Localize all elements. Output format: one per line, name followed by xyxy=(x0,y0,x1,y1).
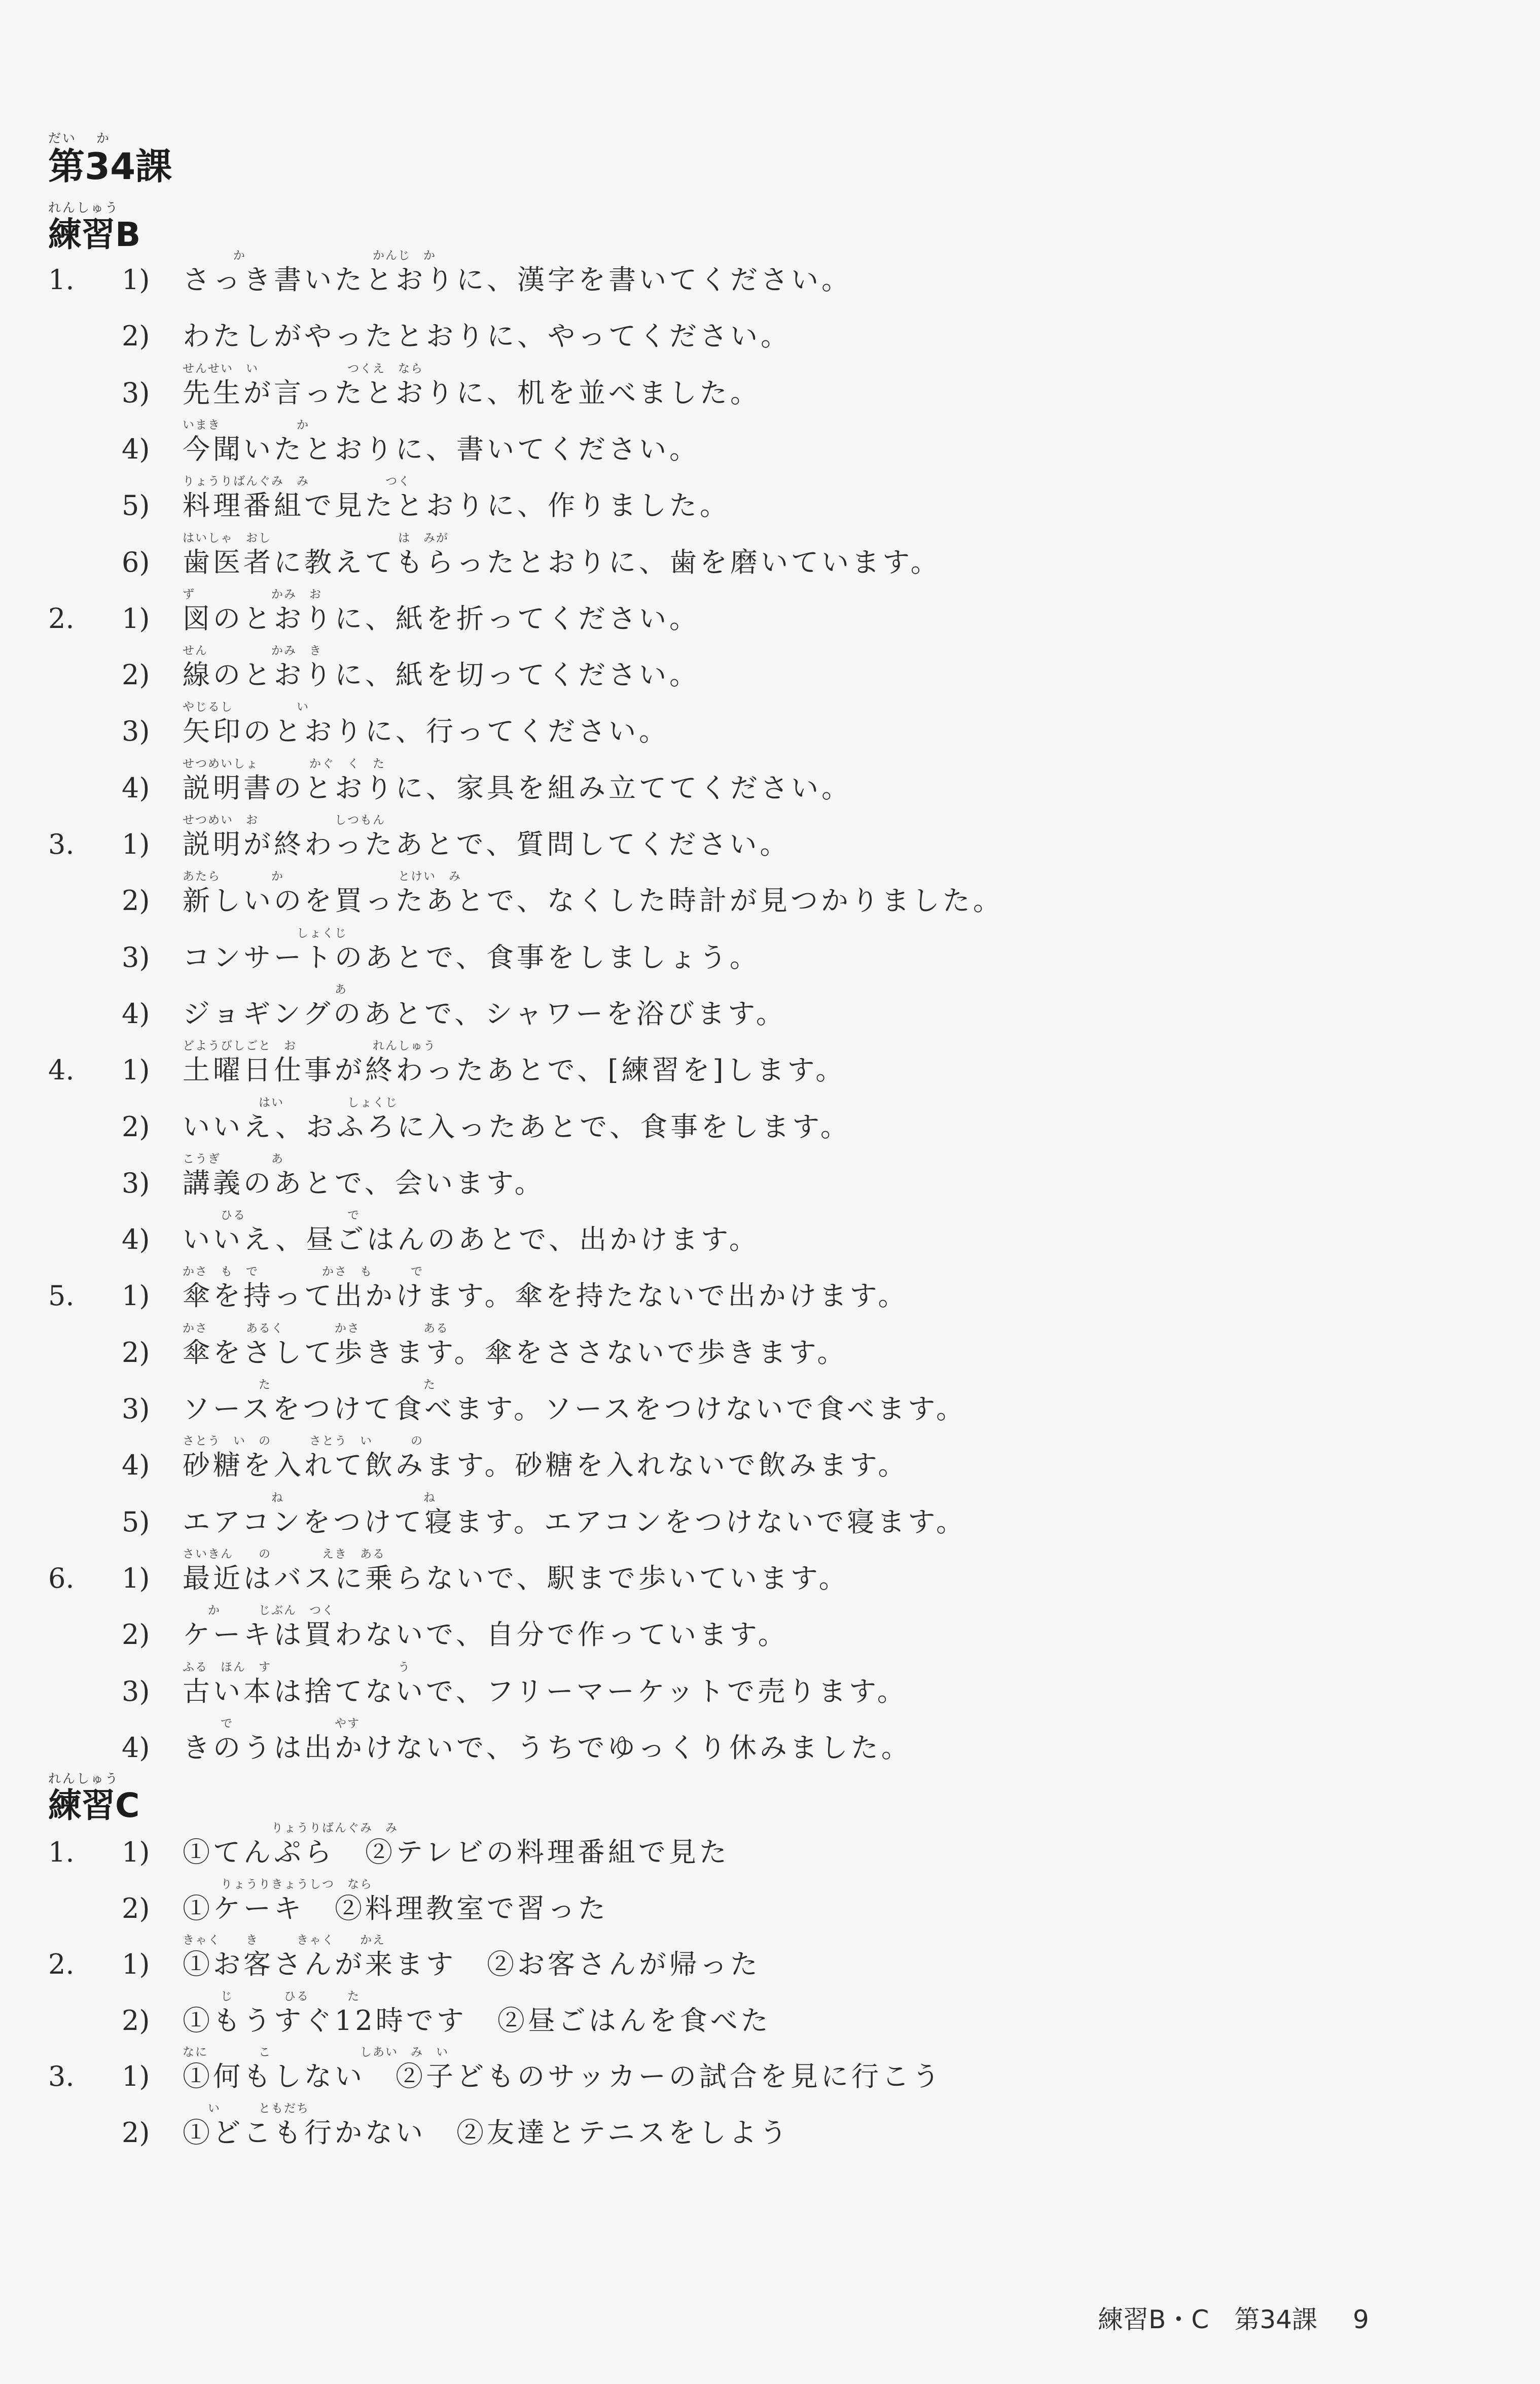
furigana: きゃく き きゃく かえ xyxy=(183,1934,385,1947)
exercise-number: 1. xyxy=(48,264,75,296)
exercise-number: 3. xyxy=(48,828,75,860)
furigana: いまき か xyxy=(183,418,309,432)
page-number: 9 xyxy=(1352,2305,1369,2334)
furigana: はい しょくじ xyxy=(183,1096,398,1109)
sub-item-number: 2) xyxy=(122,1892,150,1924)
exercise-sentence: 図のとおりに、紙を折ってください。 xyxy=(183,602,700,635)
exercise-sentence: 土曜日仕事が終わったあとで、[練習を]します。 xyxy=(183,1054,846,1086)
section-heading-ruby: れんしゅう xyxy=(48,1771,120,1786)
furigana: やじるし い xyxy=(183,700,309,714)
furigana: か かんじ か xyxy=(183,249,436,262)
exercise-sentence: エアコンをつけて寝ます。エアコンをつけないで寝ます。 xyxy=(183,1505,966,1538)
exercise-number: 4. xyxy=(48,1054,75,1086)
page-footer xyxy=(1098,2299,1369,2336)
lesson-title: 第34課 xyxy=(48,145,172,188)
exercise-sentence: ①てんぷら ②テレビの料理番組で見た xyxy=(183,1836,730,1868)
section-title: 練習B xyxy=(48,215,141,254)
sub-item-number: 2) xyxy=(122,1336,150,1369)
exercise-sentence: 傘をさして歩きます。傘をささないで歩きます。 xyxy=(183,1336,848,1369)
exercise-sentence: ソースをつけて食べます。ソースをつけないで食べます。 xyxy=(183,1393,966,1425)
sub-item-number: 5) xyxy=(122,489,150,522)
sub-item-number: 4) xyxy=(122,433,150,465)
furigana: りょうりきょうしつ なら xyxy=(183,1877,373,1891)
sub-item-number: 3) xyxy=(122,715,150,748)
section-title: 練習C xyxy=(48,1786,140,1825)
exercise-sentence: ケーキは買わないで、自分で作っています。 xyxy=(183,1619,789,1651)
exercise-sentence: 先生が言ったとおりに、机を並べました。 xyxy=(183,376,761,409)
lesson-heading-ruby: だい か xyxy=(48,131,111,146)
sub-item-number: 1) xyxy=(122,602,150,635)
furigana: せんせい い つくえ なら xyxy=(183,362,423,375)
exercise-sentence: いいえ、おふろに入ったあとで、食事をします。 xyxy=(183,1110,851,1143)
exercise-sentence: 古い本は捨てないで、フリーマーケットで売ります。 xyxy=(183,1675,908,1707)
furigana: あ xyxy=(183,983,347,996)
sub-item-number: 3) xyxy=(122,1167,150,1199)
exercise-sentence: 講義のあとで、会います。 xyxy=(183,1167,545,1199)
exercise-number: 6. xyxy=(48,1562,75,1594)
sub-item-number: 6) xyxy=(122,546,150,578)
exercise-sentence: 線のとおりに、紙を切ってください。 xyxy=(183,659,700,691)
exercise-sentence: 料理番組で見たとおりに、作りました。 xyxy=(183,489,730,522)
sub-item-number: 1) xyxy=(122,264,150,296)
exercise-sentence: 説明が終わったあとで、質問してください。 xyxy=(183,828,791,860)
exercise-sentence: ①お客さんが来ます ②お客さんが帰った xyxy=(183,1948,761,1980)
furigana: か じぶん つく xyxy=(183,1604,335,1618)
furigana: りょうりばんぐみ み つく xyxy=(183,475,411,488)
furigana: こうぎ あ xyxy=(183,1152,284,1166)
section-heading-ruby: れんしゅう xyxy=(48,200,120,215)
exercise-sentence: 傘を持って出かけます。傘を持たないで出かけます。 xyxy=(183,1280,909,1312)
exercise-sentence: きのうは出かけないで、うちでゆっくり休みました。 xyxy=(183,1731,912,1764)
sub-item-number: 1) xyxy=(122,2060,150,2092)
furigana: りょうりばんぐみ み xyxy=(183,1821,398,1835)
exercise-sentence: コンサートのあとで、食事をしましょう。 xyxy=(183,941,760,973)
exercise-sentence: さっき書いたとおりに、漢字を書いてください。 xyxy=(183,264,852,296)
sub-item-number: 3) xyxy=(122,1393,150,1425)
exercise-sentence: 砂糖を入れて飲みます。砂糖を入れないで飲みます。 xyxy=(183,1449,909,1482)
sub-item-number: 3) xyxy=(122,1675,150,1707)
exercise-number: 2. xyxy=(48,1948,75,1980)
exercise-sentence: わたしがやったとおりに、やってください。 xyxy=(183,320,791,353)
sub-item-number: 2) xyxy=(122,320,150,353)
exercise-sentence: 矢印のとおりに、行ってください。 xyxy=(183,715,669,748)
furigana: なに こ しあい み い xyxy=(183,2046,449,2059)
sub-item-number: 4) xyxy=(122,772,150,804)
exercise-number: 3. xyxy=(48,2060,75,2092)
sub-item-number: 5) xyxy=(122,1505,150,1538)
lesson-heading xyxy=(48,131,172,187)
furigana: さとう い の さとう い の xyxy=(183,1434,423,1448)
furigana: た た xyxy=(183,1378,436,1391)
sub-item-number: 2) xyxy=(122,2004,150,2037)
section-heading-c xyxy=(48,1771,139,1825)
sub-item-number: 3) xyxy=(122,376,150,409)
exercise-sentence: ジョギングのあとで、シャワーを浴びます。 xyxy=(183,997,786,1030)
sub-item-number: 2) xyxy=(122,1619,150,1651)
furigana: ね ね xyxy=(183,1491,436,1504)
sub-item-number: 1) xyxy=(122,1562,150,1594)
furigana: ひる で xyxy=(183,1209,360,1222)
exercise-number: 5. xyxy=(48,1280,75,1312)
furigana: じ ひる た xyxy=(183,1989,360,2003)
sub-item-number: 1) xyxy=(122,1836,150,1868)
section-heading-b xyxy=(48,200,140,254)
furigana: かさ あるく かさ ある xyxy=(183,1321,449,1335)
exercise-sentence: ①どこも行かない ②友達とテニスをしよう xyxy=(183,2116,790,2149)
furigana: はいしゃ おし は みが xyxy=(183,531,449,545)
furigana: い ともだち xyxy=(183,2101,309,2115)
exercise-sentence: 今聞いたとおりに、書いてください。 xyxy=(183,433,700,465)
furigana: しょくじ xyxy=(183,926,347,940)
exercise-number: 1. xyxy=(48,1836,75,1868)
furigana: せつめいしょ かぐ く た xyxy=(183,757,385,770)
furigana: ず かみ お xyxy=(183,587,322,601)
sub-item-number: 2) xyxy=(122,659,150,691)
exercise-number: 2. xyxy=(48,602,75,635)
exercise-sentence: ①何もしない ②子どものサッカーの試合を見に行こう xyxy=(183,2060,943,2092)
exercise-sentence: 最近はバスに乗らないで、駅まで歩いています。 xyxy=(183,1562,849,1594)
furigana: で やす xyxy=(183,1716,360,1730)
sub-item-number: 1) xyxy=(122,1280,150,1312)
exercise-sentence: いいえ、昼ごはんのあとで、出かけます。 xyxy=(183,1223,760,1256)
furigana: どようびしごと お れんしゅう xyxy=(183,1039,436,1053)
sub-item-number: 1) xyxy=(122,1948,150,1980)
sub-item-number: 2) xyxy=(122,1110,150,1143)
sub-item-number: 2) xyxy=(122,885,150,917)
exercise-sentence: ①ケーキ ②料理教室で習った xyxy=(183,1892,608,1924)
furigana: せつめい お しつもん xyxy=(183,814,385,827)
sub-item-number: 4) xyxy=(122,1449,150,1482)
sub-item-number: 4) xyxy=(122,1223,150,1256)
furigana: せん かみ き xyxy=(183,644,322,658)
exercise-sentence: 説明書のとおりに、家具を組み立ててください。 xyxy=(183,772,852,804)
furigana: ふる ほん す う xyxy=(183,1660,411,1674)
sub-item-number: 1) xyxy=(122,1054,150,1086)
sub-item-number: 4) xyxy=(122,1731,150,1764)
exercise-sentence: ①もうすぐ12時です ②昼ごはんを食べた xyxy=(183,2004,771,2037)
sub-item-number: 2) xyxy=(122,2116,150,2149)
sub-item-number: 1) xyxy=(122,828,150,860)
furigana: かさ も で かさ も で xyxy=(183,1265,423,1279)
sub-item-number: 3) xyxy=(122,941,150,973)
exercise-sentence: 歯医者に教えてもらったとおりに、歯を磨いています。 xyxy=(183,546,941,578)
furigana: さいきん の えき ある xyxy=(183,1547,385,1561)
footer-label: 練習B・C 第34課 xyxy=(1098,2305,1317,2334)
exercise-sentence: 新しいのを買ったあとで、なくした時計が見つかりました。 xyxy=(183,885,1004,917)
sub-item-number: 4) xyxy=(122,997,150,1030)
furigana: あたら か とけい み xyxy=(183,870,461,884)
